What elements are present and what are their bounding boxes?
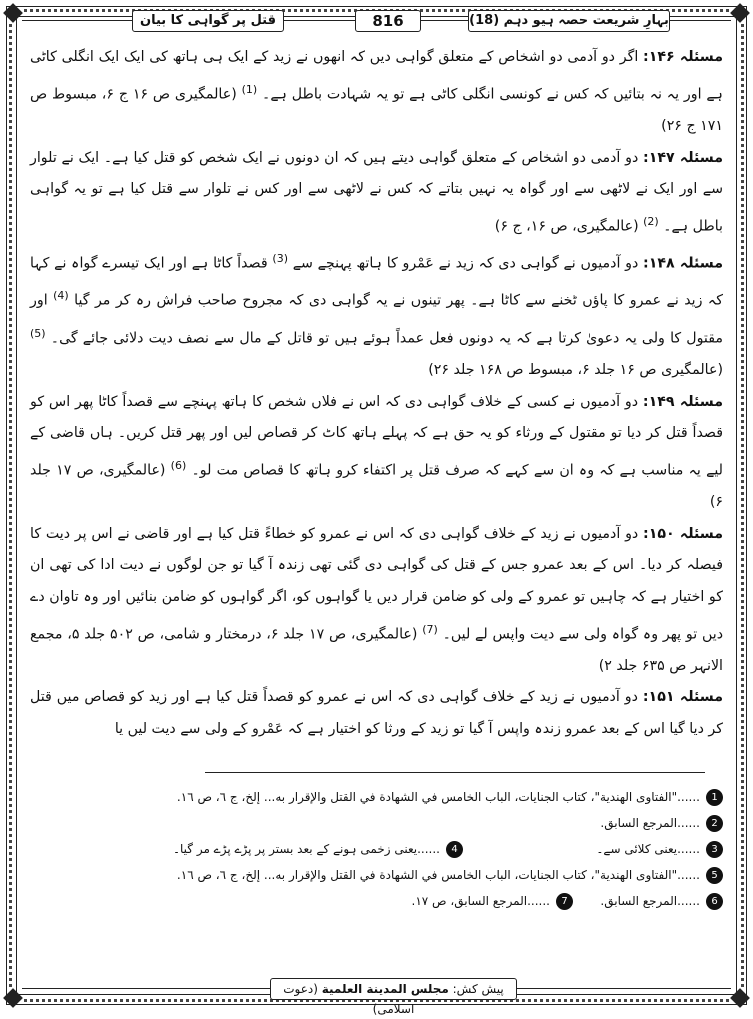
- masala-text: دو آدمیوں نے زید کے خلاف گواہی دی کہ اس نے عمرو کو خطاءً قتل کیا ہے اور قاضی نے اس پر دیت کا فیصلہ کر دیا۔ اس کے بعد عمرو جس کے قتل کی گواہی دی گئی تھی زندہ آ گیا تو جن لوگوں نے دیت ادا کی تھی ان کو اختیار ہے کہ چاہیں تو عمرو کے ولی کو ضامن قرار دیں یا گواہوں کو، اگر گواہوں کو ضامن بنائیں اور وہ تاوان دے دیں تو پھر وہ گواہ ولی سے دیت واپس لے لیں۔: [30, 525, 724, 643]
- masala-text: اگر دو آدمی دو اشخاص کے متعلق گواہی دیں کہ انھوں نے زید کے ایک ہی ہاتھ کی ایک ایک انگلی کاٹی ہے اور یہ نہ بتائیں کہ کس نے کونسی انگلی کاٹی ہے تو یہ شہادت باطل ہے۔: [30, 49, 723, 103]
- publisher-subtitle: (دعوت اسلامی): [283, 982, 415, 1016]
- masala-text: دو آدمی دو اشخاص کے متعلق گواہی دیتے ہیں کہ ان دونوں نے ایک شخص کو قتل کیا ہے۔ ایک نے تلوار سے اور ایک نے لاٹھی سے اور گواہ یہ نہیں بتاتے کہ کس نے لاٹھی سے اور کس نے تلوار سے قتل کیا ہے تو یہ گواہی باطل ہے۔: [30, 149, 723, 235]
- footnote-ref[interactable]: (4): [53, 289, 69, 303]
- presenter-label: پیش کش:: [452, 982, 504, 996]
- footnotes: [30, 784, 723, 914]
- masala-text: اور مقتول کا ولی یہ دعویٰ کرتا ہے کہ یہ دونوں فعل عمداً ہوئے ہیں تو قاتل کے مال سے نصف دیت دلائی جائے گی۔: [30, 293, 723, 347]
- chapter-title: قتل پر گواہی کا بیان: [132, 10, 284, 32]
- publisher-box: [270, 978, 517, 1016]
- footnote-1: [30, 784, 723, 810]
- masala-150: [30, 519, 723, 683]
- masala-147: [30, 143, 723, 244]
- footnote-7: [412, 888, 573, 914]
- publisher-name: مجلس المدينة العلمية: [321, 982, 449, 996]
- footnote-number: 5: [706, 867, 723, 884]
- footnote-text: ......المرجع السابق.: [600, 816, 700, 830]
- footnote-text: ......یعنی کلائی سے۔: [596, 842, 700, 856]
- footnote-ref[interactable]: (3): [272, 252, 288, 266]
- footnote-ref[interactable]: (6): [170, 458, 187, 472]
- masala-text: قصداً کاٹا ہے اور ایک تیسرے گواہ نے کہا کہ زید نے عمرو کا پاؤں ٹخنے سے کاٹا ہے۔ پھر تینوں نے یہ گواہی دی کہ مجروح صاحب فراش رہ کر مر گیا: [30, 255, 723, 310]
- masala-label: مسئلہ ۱۵۱:: [642, 689, 724, 706]
- footnote-ref[interactable]: (5): [30, 326, 46, 340]
- footnote-number: 7: [556, 893, 573, 910]
- footnote-row-3-4: [30, 836, 723, 862]
- border-ornament-right: [741, 24, 744, 987]
- masala-label: مسئلہ ۱۴۷:: [643, 149, 723, 166]
- masala-label: مسئلہ ۱۵۰:: [643, 525, 724, 542]
- footnote-text: ......المرجع السابق.: [600, 894, 700, 908]
- masala-label: مسئلہ ۱۴۸:: [643, 255, 724, 272]
- masala-label: مسئلہ ۱۴۹:: [642, 393, 723, 410]
- masala-text: دو آدمیوں نے گواہی دی کہ زید نے عَمْرو کا ہاتھ پہنچے سے: [292, 255, 639, 272]
- masala-151: [30, 682, 723, 745]
- footnote-2: [30, 810, 723, 836]
- footnote-number: 1: [706, 789, 723, 806]
- footnote-text: ......یعنی زخمی ہونے کے بعد بستر پر پڑے پڑے مر گیا۔: [172, 842, 440, 856]
- footnote-ref[interactable]: (1): [241, 82, 258, 96]
- masala-146: [30, 42, 723, 143]
- footnote-5: [30, 862, 723, 888]
- footnote-4: [173, 836, 463, 862]
- main-text: [30, 42, 723, 746]
- masala-text: دو آدمیوں نے کسی کے خلاف گواہی دی کہ اس نے فلاں شخص کا ہاتھ پہنچے سے قصداً کاٹا پھر اس کو قصداً قتل کر دیا تو مقتول کے ورثاء کو یہ حق ہے کہ پہلے ہاتھ کاٹ کر قصاص لیں اور پھر قتل کریں۔ ہاں قاضی کے لیے یہ مناسب ہے کہ وہ ان سے کہے کہ صرف قتل پر اکتفاء کرو ہاتھ کا قصاص مت لو۔: [30, 393, 724, 479]
- page-number: 816: [355, 10, 421, 32]
- masala-label: مسئلہ ۱۴۶:: [643, 49, 724, 65]
- footnote-text: ......"الفتاوى الهندية"، كتاب الجنايات، الباب الخامس في الشهادة في القتل والإقرار به... إلخ، ج ٦، ص ١٦.: [176, 868, 700, 882]
- border-ornament-left: [9, 24, 12, 987]
- footnote-number: 4: [446, 841, 463, 858]
- citation: (عالمگیری، ص ۱۷ جلد ۶، درمختار و شامی، ص ۵۰۲ جلد ۵، مجمع الانہر ص ۶۳۵ جلد ۲): [30, 626, 723, 674]
- footnote-ref[interactable]: (2): [643, 214, 659, 228]
- footnote-text: ......"الفتاوى الهندية"، كتاب الجنايات، الباب الخامس في الشهادة في القتل والإقرار به... إلخ، ج ٦، ص ١٦.: [176, 790, 700, 804]
- footnote-3: [463, 836, 723, 862]
- citation: (عالمگیری، ص ۱۷ جلد ۶): [30, 462, 723, 511]
- masala-text: دو آدمیوں نے زید کے خلاف گواہی دی کہ اس نے عمرو کو قصداً قتل کیا ہے اور زید کو قصاص میں قتل کر دیا گیا اس کے بعد عمرو زندہ واپس آ گیا تو زید کے ورثا کو اختیار ہے کہ عَمْرو کے ولی سے دیت لیں یا: [30, 689, 723, 738]
- masala-149: [30, 387, 723, 519]
- citation: (عالمگیری، ص ۱۶، ج ۶): [494, 218, 639, 235]
- book-title: بہارِ شریعت حصہ ہیو دہم (18): [468, 10, 670, 32]
- page-header: [22, 10, 731, 32]
- citation: (عالمگیری ص ۱۶ ج ۶، مبسوط ص ۱۷۱ ج ۲۶): [30, 86, 723, 134]
- footnote-6: [573, 888, 723, 914]
- footnote-number: 6: [706, 893, 723, 910]
- footnote-text: ......المرجع السابق، ص ١٧.: [411, 894, 550, 908]
- footnote-separator: [205, 772, 705, 773]
- masala-148: [30, 243, 723, 387]
- citation: (عالمگیری ص ۱۶ جلد ۶، مبسوط ص ۱۶۸ جلد ۲۶): [428, 362, 723, 379]
- footnote-number: 3: [706, 841, 723, 858]
- page-footer: [22, 978, 731, 1016]
- footnote-number: 2: [706, 815, 723, 832]
- footnote-ref[interactable]: (7): [422, 622, 438, 636]
- footnote-row-6-7: [30, 888, 723, 914]
